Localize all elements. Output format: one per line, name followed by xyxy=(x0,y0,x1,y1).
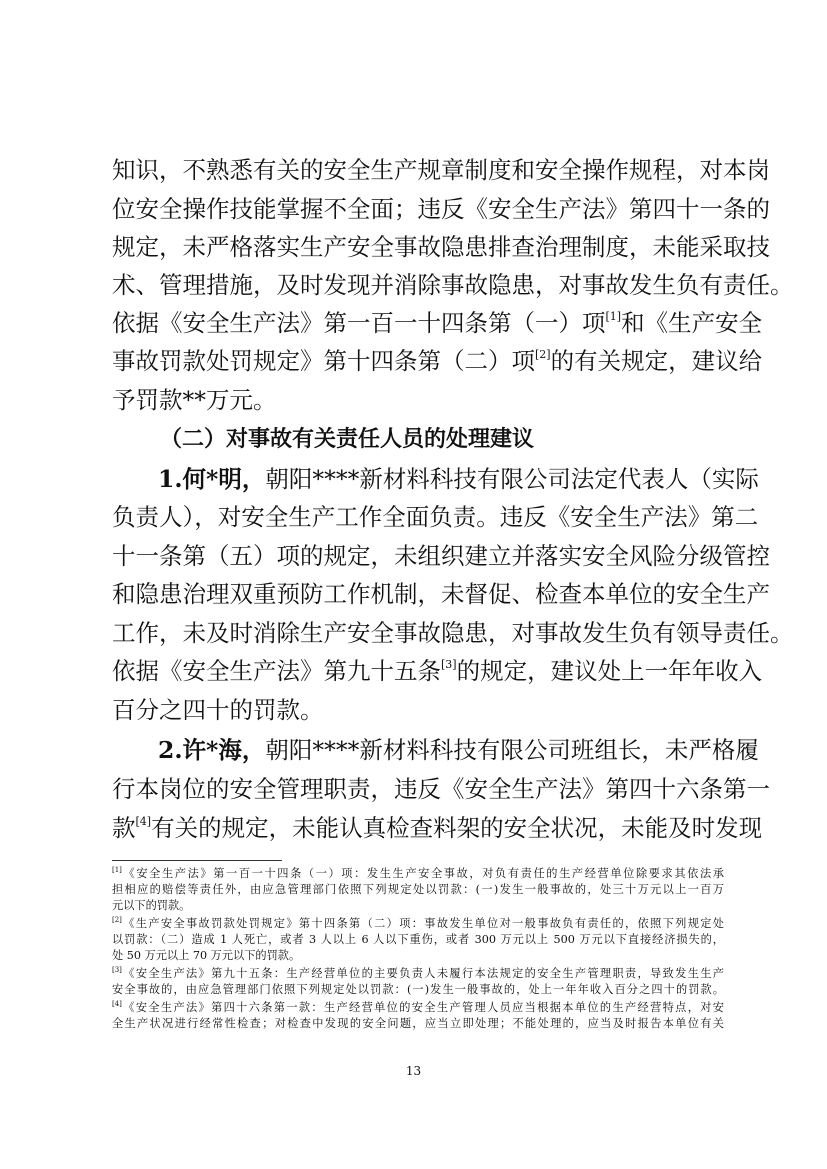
body-line: 和隐患治理双重预防工作机制，未督促、检查本单位的安全生产 xyxy=(112,580,770,608)
footnote-line: 安全事故的，由应急管理部门依照下列规定处以罚款：(一)发生一般事故的，处上一年年收入百分之四十的罚款。 xyxy=(112,983,724,996)
footnote-line: 元以下的罚款。 xyxy=(112,899,191,912)
footnote-line xyxy=(112,1000,724,1016)
footnote-ref[interactable]: [2] xyxy=(535,348,551,361)
body-line: 术、管理措施，及时发现并消除事故隐患，对事故发生负有责任。 xyxy=(112,271,794,299)
body-line: 百分之四十的罚款。 xyxy=(112,696,324,724)
person2-first-line xyxy=(158,733,759,767)
footnote-line xyxy=(112,866,724,882)
body-text: 款 xyxy=(112,814,136,842)
body-text: 事故罚款处罚规定》第十四条第（二）项 xyxy=(112,347,535,375)
footnote-marker: [2] xyxy=(112,916,122,924)
page-number: 13 xyxy=(405,1064,422,1078)
footnote-ref[interactable]: [3] xyxy=(441,658,457,671)
footnote-line xyxy=(112,966,724,982)
person1-first-line xyxy=(158,462,759,496)
footnote-text: 《安全生产法》第九十五条：生产经营单位的主要负责人未履行本法规定的安全生产管理职责，导致发生生产 xyxy=(121,967,724,980)
footnote-marker: [4] xyxy=(112,1000,122,1008)
footnote-line: 担相应的赔偿等责任外，由应急管理部门依照下列规定处以罚款：(一)发生一般事故的，处三十万元以上一百万 xyxy=(112,883,724,896)
body-line: 行本岗位的安全管理职责，违反《安全生产法》第四十六条第一 xyxy=(112,775,770,803)
footnote-marker: [3] xyxy=(112,966,122,974)
person1-lead: 1.何*明， xyxy=(158,465,266,493)
footnote-line: 全生产状况进行经常性检查；对检查中发现的安全问题，应当立即处理；不能处理的，应当及时报告本单位有关 xyxy=(112,1017,724,1030)
footnote-marker: [1] xyxy=(112,866,122,874)
person2-lead: 2.许*海， xyxy=(158,736,266,764)
body-line: 十一条第（五）项的规定，未组织建立并落实安全风险分级管控 xyxy=(112,542,770,570)
body-line: 位安全操作技能掌握不全面；违反《安全生产法》第四十一条的 xyxy=(112,195,770,223)
body-text: 朝阳****新材料科技有限公司班组长，未严格履 xyxy=(265,736,759,764)
body-text: 依据《安全生产法》第一百一十四条第（一）项 xyxy=(112,309,606,337)
body-line: 负责人），对安全生产工作全面负责。违反《安全生产法》第二 xyxy=(112,503,759,531)
body-line xyxy=(112,306,763,340)
footnote-ref[interactable]: [1] xyxy=(605,310,622,323)
footnote-line: 以罚款：（二）造成 1 人死亡，或者 3 人以上 6 人以下重伤，或者 300 万元以上 500 万元以下直接经济损失的， xyxy=(112,933,724,946)
footnote-line: 处 50 万元以上 70 万元以下的罚款。 xyxy=(112,949,301,962)
footnote-text: 《生产安全事故罚款处罚规定》第十四条第（二）项：事故发生单位对一般事故负有责任的，依照下列规定处 xyxy=(121,917,724,930)
body-text: 和《生产安全 xyxy=(621,309,763,337)
footnote-line xyxy=(112,916,724,932)
body-text: 朝阳****新材料科技有限公司法定代表人（实际 xyxy=(265,465,759,493)
footnote-text: 《安全生产法》第四十六条第一款：生产经营单位的安全生产管理人员应当根据本单位的生产经营特点，对安 xyxy=(121,1001,724,1014)
body-line: 予罚款**万元。 xyxy=(112,386,277,414)
body-line xyxy=(112,654,763,688)
section-heading: （二）对事故有关责任人员的处理建议 xyxy=(160,427,535,452)
body-line: 规定，未严格落实生产安全事故隐患排查治理制度，未能采取技 xyxy=(112,233,770,261)
body-text: 的规定，建议处上一年年收入 xyxy=(456,657,763,685)
body-line: 知识，不熟悉有关的安全生产规章制度和安全操作规程，对本岗 xyxy=(112,156,770,184)
body-text: 的有关规定，建议给 xyxy=(550,347,763,375)
body-line xyxy=(112,811,763,845)
body-line xyxy=(112,344,763,378)
body-line: 工作，未及时消除生产安全事故隐患，对事故发生负有领导责任。 xyxy=(112,619,794,647)
footnote-text: 《安全生产法》第一百一十四条（一）项：发生生产安全事故，对负有责任的生产经营单位除要求其依法承 xyxy=(121,867,724,880)
footnote-ref[interactable]: [4] xyxy=(135,815,152,828)
footnote-divider xyxy=(112,860,282,861)
body-text: 依据《安全生产法》第九十五条 xyxy=(112,657,441,685)
body-text: 有关的规定，未能认真检查料架的安全状况，未能及时发现 xyxy=(151,814,763,842)
